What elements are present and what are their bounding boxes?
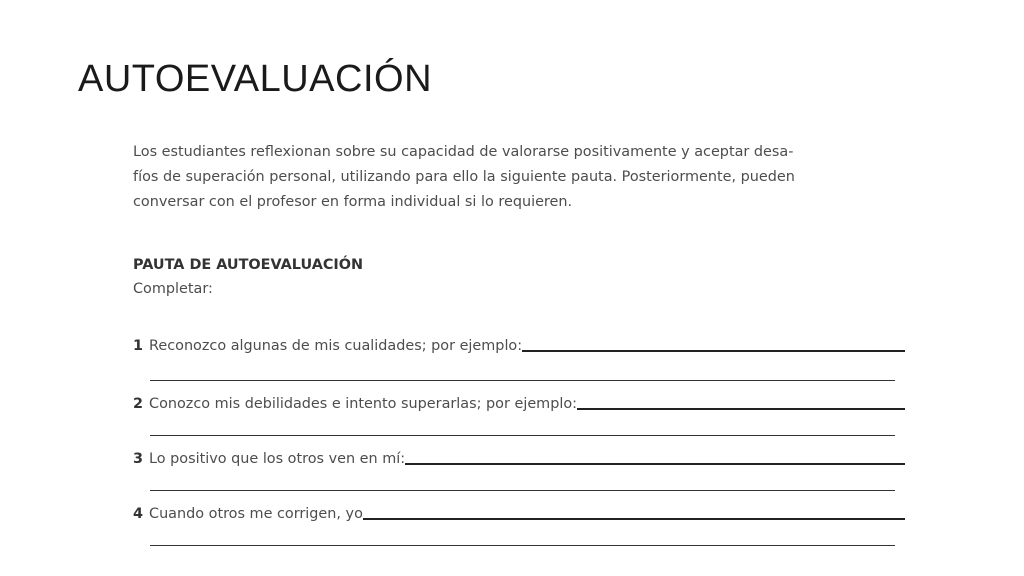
item-number: 1 [133, 338, 144, 354]
slide-title: AUTOEVALUACIÓN [78, 58, 433, 100]
answer-line[interactable] [405, 463, 905, 465]
item-text: Conozco mis debilidades e intento superarlas; por ejemplo: [149, 396, 577, 412]
question-item-4 [133, 500, 905, 522]
answer-line-continuation[interactable] [150, 490, 895, 491]
intro-line: fíos de superación personal, utilizando para ello la siguiente pauta. Posteriormente, pueden [133, 169, 795, 185]
answer-line[interactable] [363, 518, 905, 520]
item-number: 3 [133, 451, 144, 467]
question-item-3 [133, 445, 905, 467]
item-text: Cuando otros me corrigen, yo [149, 506, 363, 522]
question-item-1 [133, 332, 905, 354]
pauta-instruction: Completar: [133, 281, 213, 297]
answer-line-continuation[interactable] [150, 435, 895, 436]
pauta-heading: PAUTA DE AUTOEVALUACIÓN [133, 257, 364, 273]
answer-line-continuation[interactable] [150, 380, 895, 381]
item-number: 4 [133, 506, 144, 522]
answer-line[interactable] [522, 350, 905, 352]
intro-paragraph [133, 140, 913, 215]
item-text: Reconozco algunas de mis cualidades; por ejemplo: [149, 338, 523, 354]
item-number: 2 [133, 396, 144, 412]
answer-line-continuation[interactable] [150, 545, 895, 546]
item-text: Lo positivo que los otros ven en mí: [149, 451, 406, 467]
answer-line[interactable] [577, 408, 905, 410]
worksheet-image [133, 140, 913, 522]
intro-line: conversar con el profesor en forma individual si lo requieren. [133, 194, 573, 210]
intro-line: Los estudiantes reflexionan sobre su capacidad de valorarse positivamente y aceptar desa- [133, 144, 794, 160]
question-item-2 [133, 390, 905, 412]
